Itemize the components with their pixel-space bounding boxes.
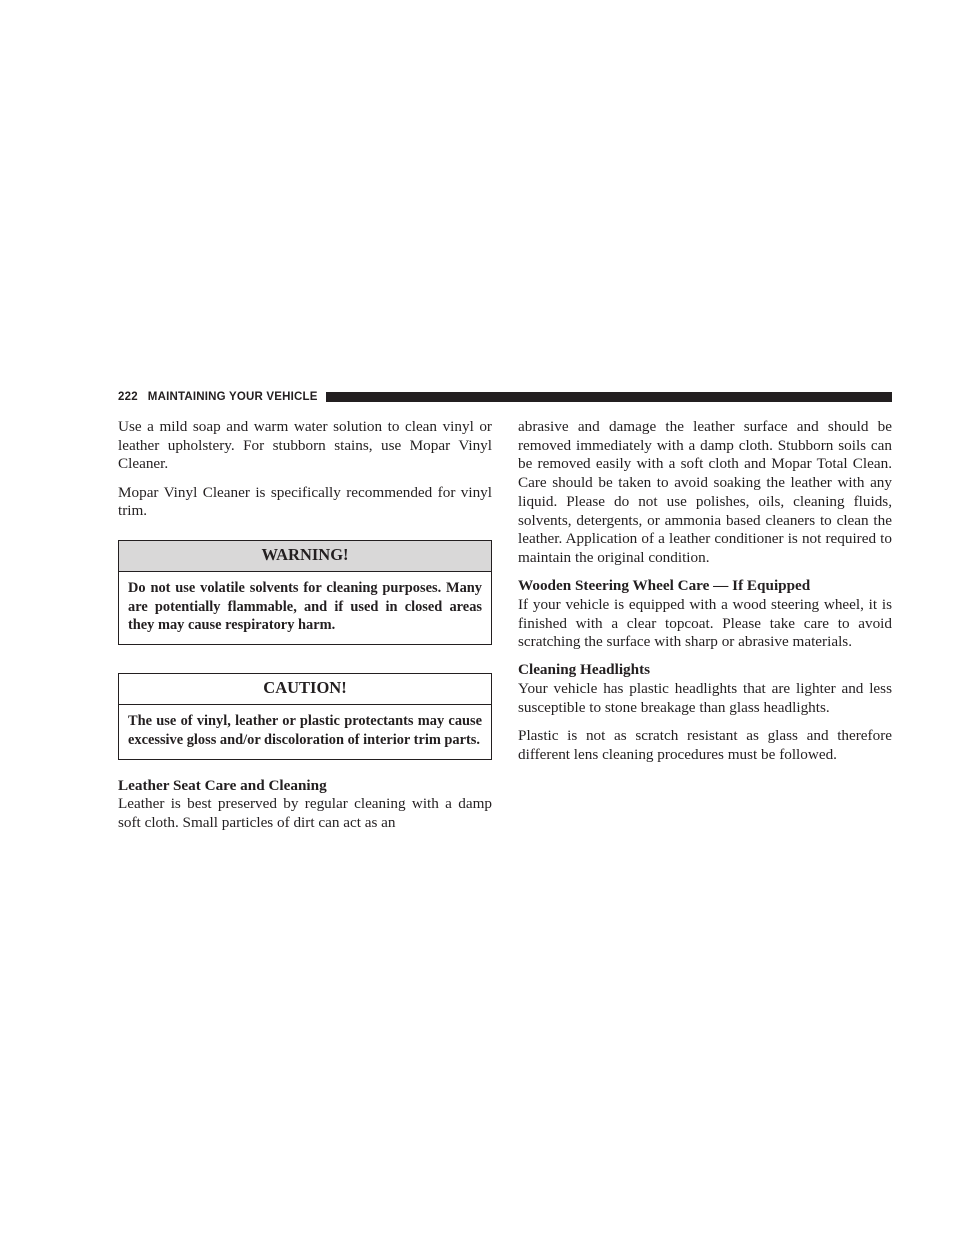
caution-box xyxy=(118,673,492,759)
wood-paragraph: If your vehicle is equipped with a wood steering wheel, it is finished with a clear topcoat. Please take care to avoid scratching the surface with sharp or abrasive materials. xyxy=(518,595,892,651)
leather-heading: Leather Seat Care and Cleaning xyxy=(118,776,327,794)
right-column xyxy=(518,418,892,774)
warning-title: WARNING! xyxy=(119,541,491,572)
wood-heading: Wooden Steering Wheel Care — If Equipped xyxy=(518,577,811,595)
vinyl-cleaner-paragraph: Mopar Vinyl Cleaner is specifically recommended for vinyl trim. xyxy=(118,483,492,520)
leather-continued-paragraph: abrasive and damage the leather surface and should be removed immediately with a damp cloth. Stubborn soils can be removed easily with a soft cloth and Mopar Total Clean. Care should be taken to avoid soaking the leather with any liquid. Please do not use polishes, oils, cleaning fluids, solvents, detergents, or ammonia based cleaners to clean the leather. Application of a leather conditioner is not required to maintain the original condition. xyxy=(518,418,892,566)
headlights-paragraph-1: Your vehicle has plastic headlights that are lighter and less susceptible to stone breakage than glass headlights. xyxy=(518,680,892,716)
warning-text: Do not use volatile solvents for cleaning purposes. Many are potentially flammable, and if used in closed areas they may cause respiratory harm. xyxy=(128,580,482,634)
left-column xyxy=(118,418,492,833)
page-number: 222 xyxy=(118,391,138,403)
upholstery-paragraph: Use a mild soap and warm water solution to clean vinyl or leather upholstery. For stubborn stains, use Mopar Vinyl Cleaner. xyxy=(118,418,492,473)
page-header xyxy=(118,390,892,404)
caution-title: CAUTION! xyxy=(119,674,491,705)
leather-paragraph: Leather is best preserved by regular cleaning with a damp soft cloth. Small particles of dirt can act as an xyxy=(118,795,492,831)
headlights-heading: Cleaning Headlights xyxy=(518,661,651,679)
headlights-paragraph-2: Plastic is not as scratch resistant as glass and therefore different lens cleaning procedures must be followed. xyxy=(518,727,892,763)
caution-text: The use of vinyl, leather or plastic protectants may cause excessive gloss and/or discoloration of interior trim parts. xyxy=(128,713,482,748)
header-rule xyxy=(326,392,892,402)
warning-box xyxy=(118,540,492,645)
section-title: MAINTAINING YOUR VEHICLE xyxy=(147,391,318,403)
